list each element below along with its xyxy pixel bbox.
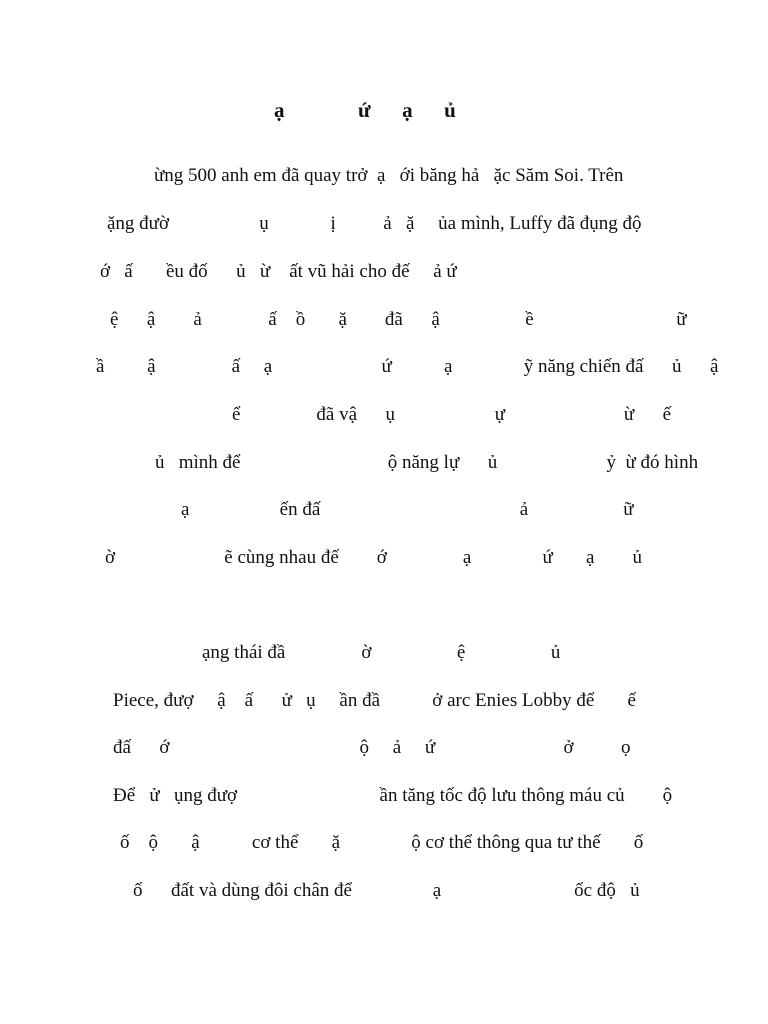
text-line: ệ ậ ả ấ ồ ặ đã ậ ề ữ — [110, 309, 687, 330]
document-title: ạ ứ ạ ủ — [274, 98, 456, 122]
text-line: ặng đườ ụ ị ả ặ ủa mình, Luffy đã đụng độ — [107, 213, 642, 234]
text-line: ể đã vậ ụ ự ừ ế — [232, 404, 672, 425]
text-line: ố ộ ậ cơ thể ặ ộ cơ thể thông qua tư thế ố — [120, 832, 644, 853]
text-line: ớ ấ ều đố ủ ừ ất vũ hải cho đế ả ứ — [100, 261, 457, 282]
text-line: ừng 500 anh em đã quay trở ạ ới băng hả ặc Săm Soi. Trên — [154, 165, 624, 186]
text-line: đấ ớ ộ ả ứ ở ọ — [113, 737, 631, 758]
text-line: ạng thái đầ ờ ệ ủ — [202, 642, 561, 663]
text-line: ờ ẽ cùng nhau đế ớ ạ ứ ạ ủ — [105, 547, 642, 568]
text-line: ủ mình để ộ năng lự ủ ỷ ừ đó hình — [155, 452, 699, 473]
text-line: ạ ến đấ ả ữ — [181, 499, 634, 520]
text-line: ầ ậ ấ ạ ứ ạ ỹ năng chiến đấ ủ ậ — [96, 356, 719, 377]
text-line: Piece, đượ ậ ấ ử ụ ần đầ ở arc Enies Lobby để ế — [113, 690, 636, 711]
text-line: ố đất và dùng đôi chân để ạ ốc độ ủ — [133, 880, 640, 901]
text-line: Để ử ụng đượ ần tăng tốc độ lưu thông máu củ ộ — [113, 785, 673, 806]
